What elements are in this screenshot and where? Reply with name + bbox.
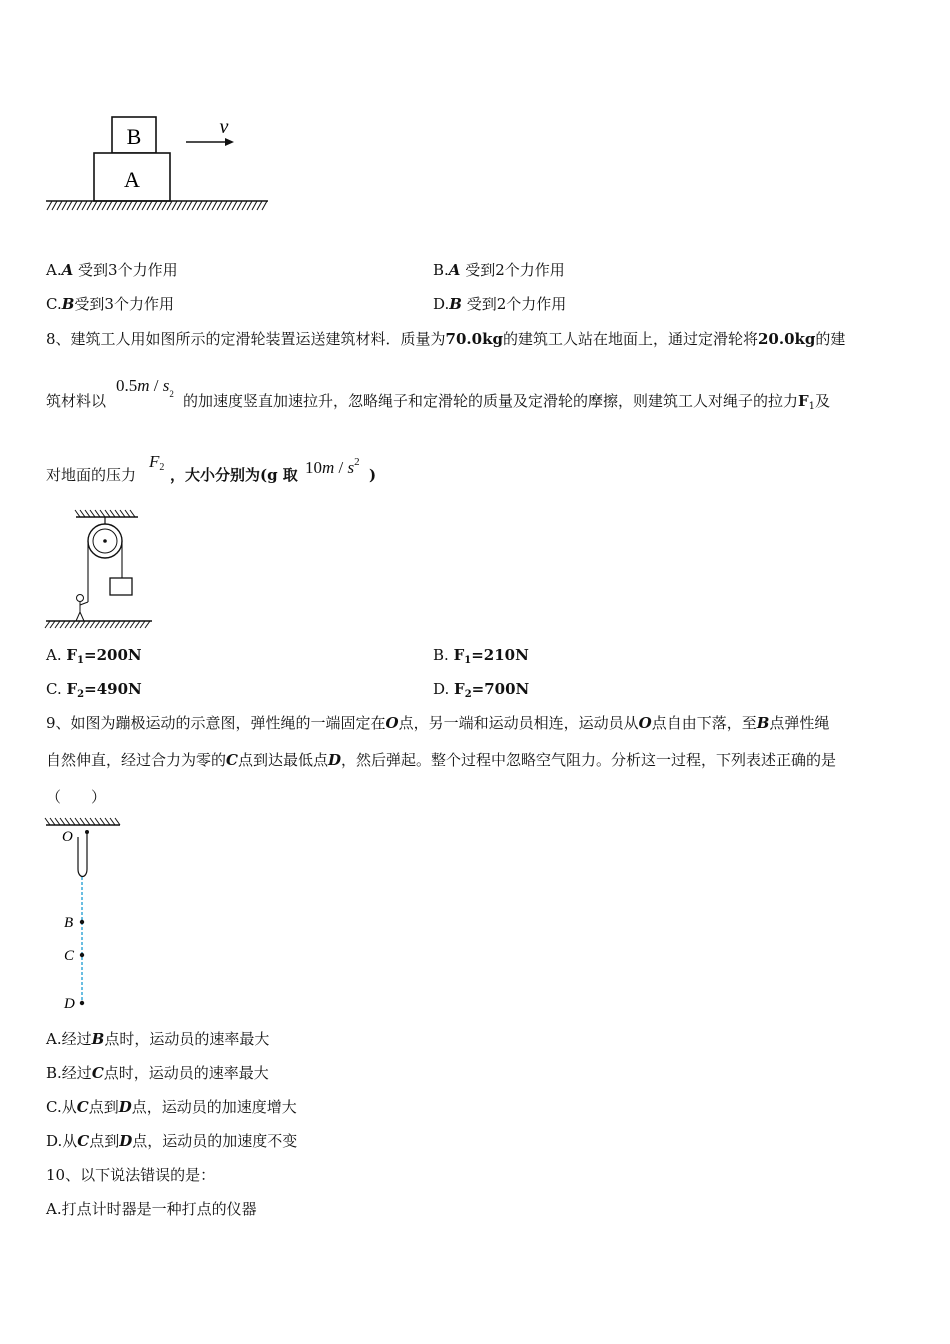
hatch-mark	[75, 510, 80, 517]
option-point: C	[77, 1132, 90, 1150]
ground-hatching	[45, 621, 150, 628]
q9-point: C	[226, 751, 238, 769]
hatch-mark	[110, 621, 115, 628]
velocity-arrowhead	[225, 138, 234, 146]
ceiling-hatching	[75, 510, 135, 517]
hatch-mark	[80, 510, 85, 517]
q8-text: ，大小分别为(g 取	[170, 466, 298, 484]
hatch-mark	[120, 621, 125, 628]
ground-hatching	[47, 201, 267, 210]
label-c: C	[64, 948, 75, 964]
option-text: 经过	[61, 1030, 92, 1048]
q9-stem-line-3	[46, 787, 106, 807]
hatch-mark	[52, 201, 57, 210]
point-b	[80, 920, 84, 924]
accel-unit-exp: 2	[169, 389, 174, 399]
q9-stem-line-2	[46, 750, 836, 770]
option-text: 打点计时器是一种打点的仪器	[61, 1200, 257, 1218]
slack-cord	[78, 832, 87, 877]
hatch-mark	[55, 621, 60, 628]
hatch-mark	[65, 621, 70, 628]
q8-acceleration	[116, 376, 174, 399]
q8-text: 的建	[815, 330, 846, 348]
hatch-mark	[130, 621, 135, 628]
option-text: 从	[61, 1098, 77, 1116]
option-sub: 2	[464, 689, 472, 700]
hatch-mark	[100, 818, 105, 825]
hatch-mark	[147, 201, 152, 210]
hatch-mark	[90, 818, 95, 825]
accel-unit-m: m	[137, 376, 150, 395]
option-text: 受到2个力作用	[465, 261, 565, 279]
hatch-mark	[90, 621, 95, 628]
hatch-mark	[135, 621, 140, 628]
hatch-mark	[120, 510, 125, 517]
option-sub: 2	[77, 689, 85, 700]
hatch-mark	[67, 201, 72, 210]
option-key: A.	[46, 646, 62, 664]
hatch-mark	[47, 201, 52, 210]
hatch-mark	[182, 201, 187, 210]
q8-text: 对地面的压力	[46, 466, 137, 484]
option-subject: A	[61, 261, 74, 279]
velocity-label: v	[219, 116, 229, 138]
q9-option-c[interactable]	[46, 1097, 297, 1117]
option-text: 点时，运动员的速率最大	[104, 1030, 270, 1048]
option-point: C	[76, 1098, 89, 1116]
option-key: D.	[433, 295, 450, 313]
q8-stem-line-1	[46, 329, 845, 349]
hatch-mark	[257, 201, 262, 210]
q9-point: B	[756, 714, 770, 732]
ceiling-hatching	[45, 818, 120, 825]
hatch-mark	[242, 201, 247, 210]
q8-option-a[interactable]	[46, 645, 142, 671]
q9-text: 点弹性绳	[769, 714, 830, 732]
hatch-mark	[45, 621, 50, 628]
pulley-axle	[103, 539, 107, 543]
g-unit-m: m	[322, 458, 335, 477]
point-c	[80, 953, 84, 957]
q9-text: 9、如图为蹦极运动的示意图，弹性绳的一端固定在	[46, 714, 386, 732]
option-subject: A	[448, 261, 461, 279]
hatch-mark	[65, 818, 70, 825]
q8-stem-line-2	[46, 391, 106, 411]
option-value: =210N	[471, 646, 529, 664]
hatch-mark	[62, 201, 67, 210]
option-point: D	[118, 1098, 132, 1116]
option-subject: B	[449, 295, 462, 313]
q9-point: D	[327, 751, 341, 769]
q8-material-mass: 20.0kg	[757, 330, 816, 348]
material-box	[110, 578, 132, 595]
q8-option-d[interactable]	[433, 679, 529, 705]
hatch-mark	[60, 621, 65, 628]
q8-stem-line-2b	[183, 391, 830, 417]
q8-text: 筑材料以	[46, 392, 107, 410]
hatch-mark	[70, 621, 75, 628]
g-unit-s: s	[347, 458, 355, 477]
hatch-mark	[192, 201, 197, 210]
hatch-mark	[110, 818, 115, 825]
option-key: C.	[46, 1098, 62, 1116]
hatch-mark	[145, 621, 150, 628]
label-d: D	[64, 996, 75, 1011]
hatch-mark	[247, 201, 252, 210]
q9-text: 点，另一端和运动员相连，运动员从	[398, 714, 639, 732]
q9-text: 点到达最低点	[237, 751, 328, 769]
block-b-label: B	[126, 124, 142, 149]
option-sub: 1	[464, 655, 472, 666]
hatch-mark	[115, 621, 120, 628]
q10-text: 10、以下说法错误的是：	[46, 1166, 216, 1184]
hatch-mark	[105, 621, 110, 628]
q10-stem	[46, 1165, 215, 1185]
option-key: C.	[46, 680, 62, 698]
blocks-figure	[44, 112, 274, 216]
hatch-mark	[125, 621, 130, 628]
hatch-mark	[95, 818, 100, 825]
hatch-mark	[85, 621, 90, 628]
q9-option-d[interactable]	[46, 1131, 297, 1151]
hatch-mark	[137, 201, 142, 210]
label-b: B	[64, 915, 74, 931]
hatch-mark	[222, 201, 227, 210]
hatch-mark	[130, 510, 135, 517]
q8-worker-mass: 70.0kg	[445, 330, 503, 348]
option-value: =200N	[84, 646, 142, 664]
option-subject: B	[61, 295, 75, 313]
hatch-mark	[132, 201, 137, 210]
option-label: F	[453, 646, 465, 664]
q9-text: 点自由下落，至	[651, 714, 757, 732]
option-text: 经过	[61, 1064, 92, 1082]
hatch-mark	[197, 201, 202, 210]
q9-text: 自然伸直，经过合力为零的	[46, 751, 227, 769]
hatch-mark	[107, 201, 112, 210]
hatch-mark	[112, 201, 117, 210]
hatch-mark	[187, 201, 192, 210]
option-text: 从	[62, 1132, 78, 1150]
hatch-mark	[45, 818, 50, 825]
accel-unit-slash: /	[149, 376, 163, 395]
worker-arm	[80, 602, 88, 605]
hatch-mark	[105, 510, 110, 517]
option-value: =490N	[84, 680, 142, 698]
q8-text: 的建筑工人站在地面上，通过定滑轮将	[502, 330, 758, 348]
option-key: D.	[46, 1132, 63, 1150]
hatch-mark	[50, 818, 55, 825]
q9-answer-blank: （ ）	[46, 788, 107, 806]
option-text: 受到3个力作用	[78, 261, 178, 279]
q8-stem-line-3	[46, 465, 136, 485]
option-value: =700N	[471, 680, 530, 698]
hatch-mark	[95, 621, 100, 628]
hatch-mark	[100, 510, 105, 517]
f2-sub: 2	[159, 462, 165, 473]
q7-option-c[interactable]	[46, 294, 174, 314]
q10-option-a[interactable]	[46, 1199, 257, 1219]
option-text: 受到2个力作用	[466, 295, 567, 313]
hatch-mark	[207, 201, 212, 210]
hatch-mark	[117, 201, 122, 210]
hatch-mark	[140, 621, 145, 628]
block-a-label: A	[124, 167, 140, 192]
hatch-mark	[127, 201, 132, 210]
hatch-mark	[85, 818, 90, 825]
option-text: 点，运动员的加速度增大	[131, 1098, 297, 1116]
hatch-mark	[125, 510, 130, 517]
q7-option-d[interactable]	[433, 294, 566, 314]
hatch-mark	[95, 510, 100, 517]
g-value: 10	[305, 458, 322, 477]
g-unit-exp: 2	[354, 456, 360, 468]
option-label: F	[66, 680, 78, 698]
f2-letter: F	[149, 452, 160, 471]
option-point: D	[119, 1132, 133, 1150]
accel-unit-s: s	[162, 376, 170, 395]
option-key: D.	[433, 680, 450, 698]
hatch-mark	[212, 201, 217, 210]
hatch-mark	[162, 201, 167, 210]
hatch-mark	[232, 201, 237, 210]
option-point: C	[91, 1064, 104, 1082]
option-key: B.	[46, 1064, 62, 1082]
hatch-mark	[167, 201, 172, 210]
q8-f2-symbol	[149, 452, 164, 473]
hatch-mark	[202, 201, 207, 210]
hatch-mark	[85, 510, 90, 517]
hatch-mark	[75, 818, 80, 825]
pulley-figure	[44, 506, 159, 634]
q8-text: 8、建筑工人用如图所示的定滑轮装置运送建筑材料．质量为	[46, 330, 446, 348]
hatch-mark	[75, 621, 80, 628]
g-unit-slash: /	[334, 458, 348, 477]
option-key: A.	[46, 1200, 62, 1218]
q9-option-b[interactable]	[46, 1063, 269, 1083]
option-text: 点，运动员的加速度不变	[132, 1132, 298, 1150]
hatch-mark	[77, 201, 82, 210]
hatch-mark	[50, 621, 55, 628]
q8-text: 及	[815, 392, 831, 410]
hatch-mark	[80, 818, 85, 825]
q9-option-a[interactable]	[46, 1029, 269, 1049]
q8-text: 的加速度竖直加速拉升，忽略绳子和定滑轮的质量及定滑轮的摩擦，则建筑工人对绳子的拉力	[183, 392, 799, 410]
hatch-mark	[217, 201, 222, 210]
hatch-mark	[55, 818, 60, 825]
worker-leg-r	[80, 612, 84, 621]
q8-option-c[interactable]	[46, 679, 142, 705]
hatch-mark	[252, 201, 257, 210]
worker-leg-l	[76, 612, 80, 621]
option-key: A.	[46, 261, 62, 279]
option-text: 受到3个力作用	[74, 295, 174, 313]
q9-text: ，然后弹起。整个过程中忽略空气阻力。分析这一过程，下列表述正确的是	[341, 751, 837, 769]
q8-f1: F	[798, 392, 809, 410]
hatch-mark	[172, 201, 177, 210]
hatch-mark	[237, 201, 242, 210]
option-text: 点到	[89, 1132, 120, 1150]
hatch-mark	[90, 510, 95, 517]
hatch-mark	[142, 201, 147, 210]
hatch-mark	[122, 201, 127, 210]
option-label: F	[454, 680, 465, 698]
accel-value: 0.5	[116, 376, 138, 395]
hatch-mark	[157, 201, 162, 210]
option-key: A.	[46, 1030, 62, 1048]
q8-text: )	[369, 466, 377, 484]
q7-option-a[interactable]	[46, 260, 178, 280]
hatch-mark	[80, 621, 85, 628]
q7-option-b[interactable]	[433, 260, 565, 280]
hatch-mark	[262, 201, 267, 210]
option-label: F	[66, 646, 78, 664]
option-point: B	[91, 1030, 105, 1048]
q9-point: O	[638, 714, 652, 732]
q9-stem-line-1	[46, 713, 829, 733]
q8-f1-sub: 1	[808, 401, 816, 412]
q8-option-b[interactable]	[433, 645, 529, 671]
option-key: B.	[433, 261, 449, 279]
hatch-mark	[87, 201, 92, 210]
point-d	[80, 1001, 84, 1005]
option-text: 点时，运动员的速率最大	[103, 1064, 269, 1082]
hatch-mark	[97, 201, 102, 210]
hatch-mark	[82, 201, 87, 210]
hatch-mark	[72, 201, 77, 210]
hatch-mark	[105, 818, 110, 825]
hatch-mark	[115, 818, 120, 825]
hatch-mark	[60, 818, 65, 825]
hatch-mark	[152, 201, 157, 210]
q8-stem-line-3b	[170, 465, 298, 485]
hatch-mark	[115, 510, 120, 517]
worker-head	[77, 595, 84, 602]
q8-stem-line-3c	[369, 465, 376, 485]
hatch-mark	[227, 201, 232, 210]
q8-gravity	[305, 456, 360, 478]
hatch-mark	[110, 510, 115, 517]
bungee-figure	[44, 815, 124, 1011]
q9-point: O	[385, 714, 399, 732]
hatch-mark	[177, 201, 182, 210]
option-key: C.	[46, 295, 62, 313]
hatch-mark	[100, 621, 105, 628]
option-key: B.	[433, 646, 449, 664]
hatch-mark	[57, 201, 62, 210]
hatch-mark	[102, 201, 107, 210]
label-o: O	[62, 829, 73, 845]
option-sub: 1	[77, 655, 85, 666]
option-text: 点到	[88, 1098, 119, 1116]
hatch-mark	[70, 818, 75, 825]
hatch-mark	[92, 201, 97, 210]
